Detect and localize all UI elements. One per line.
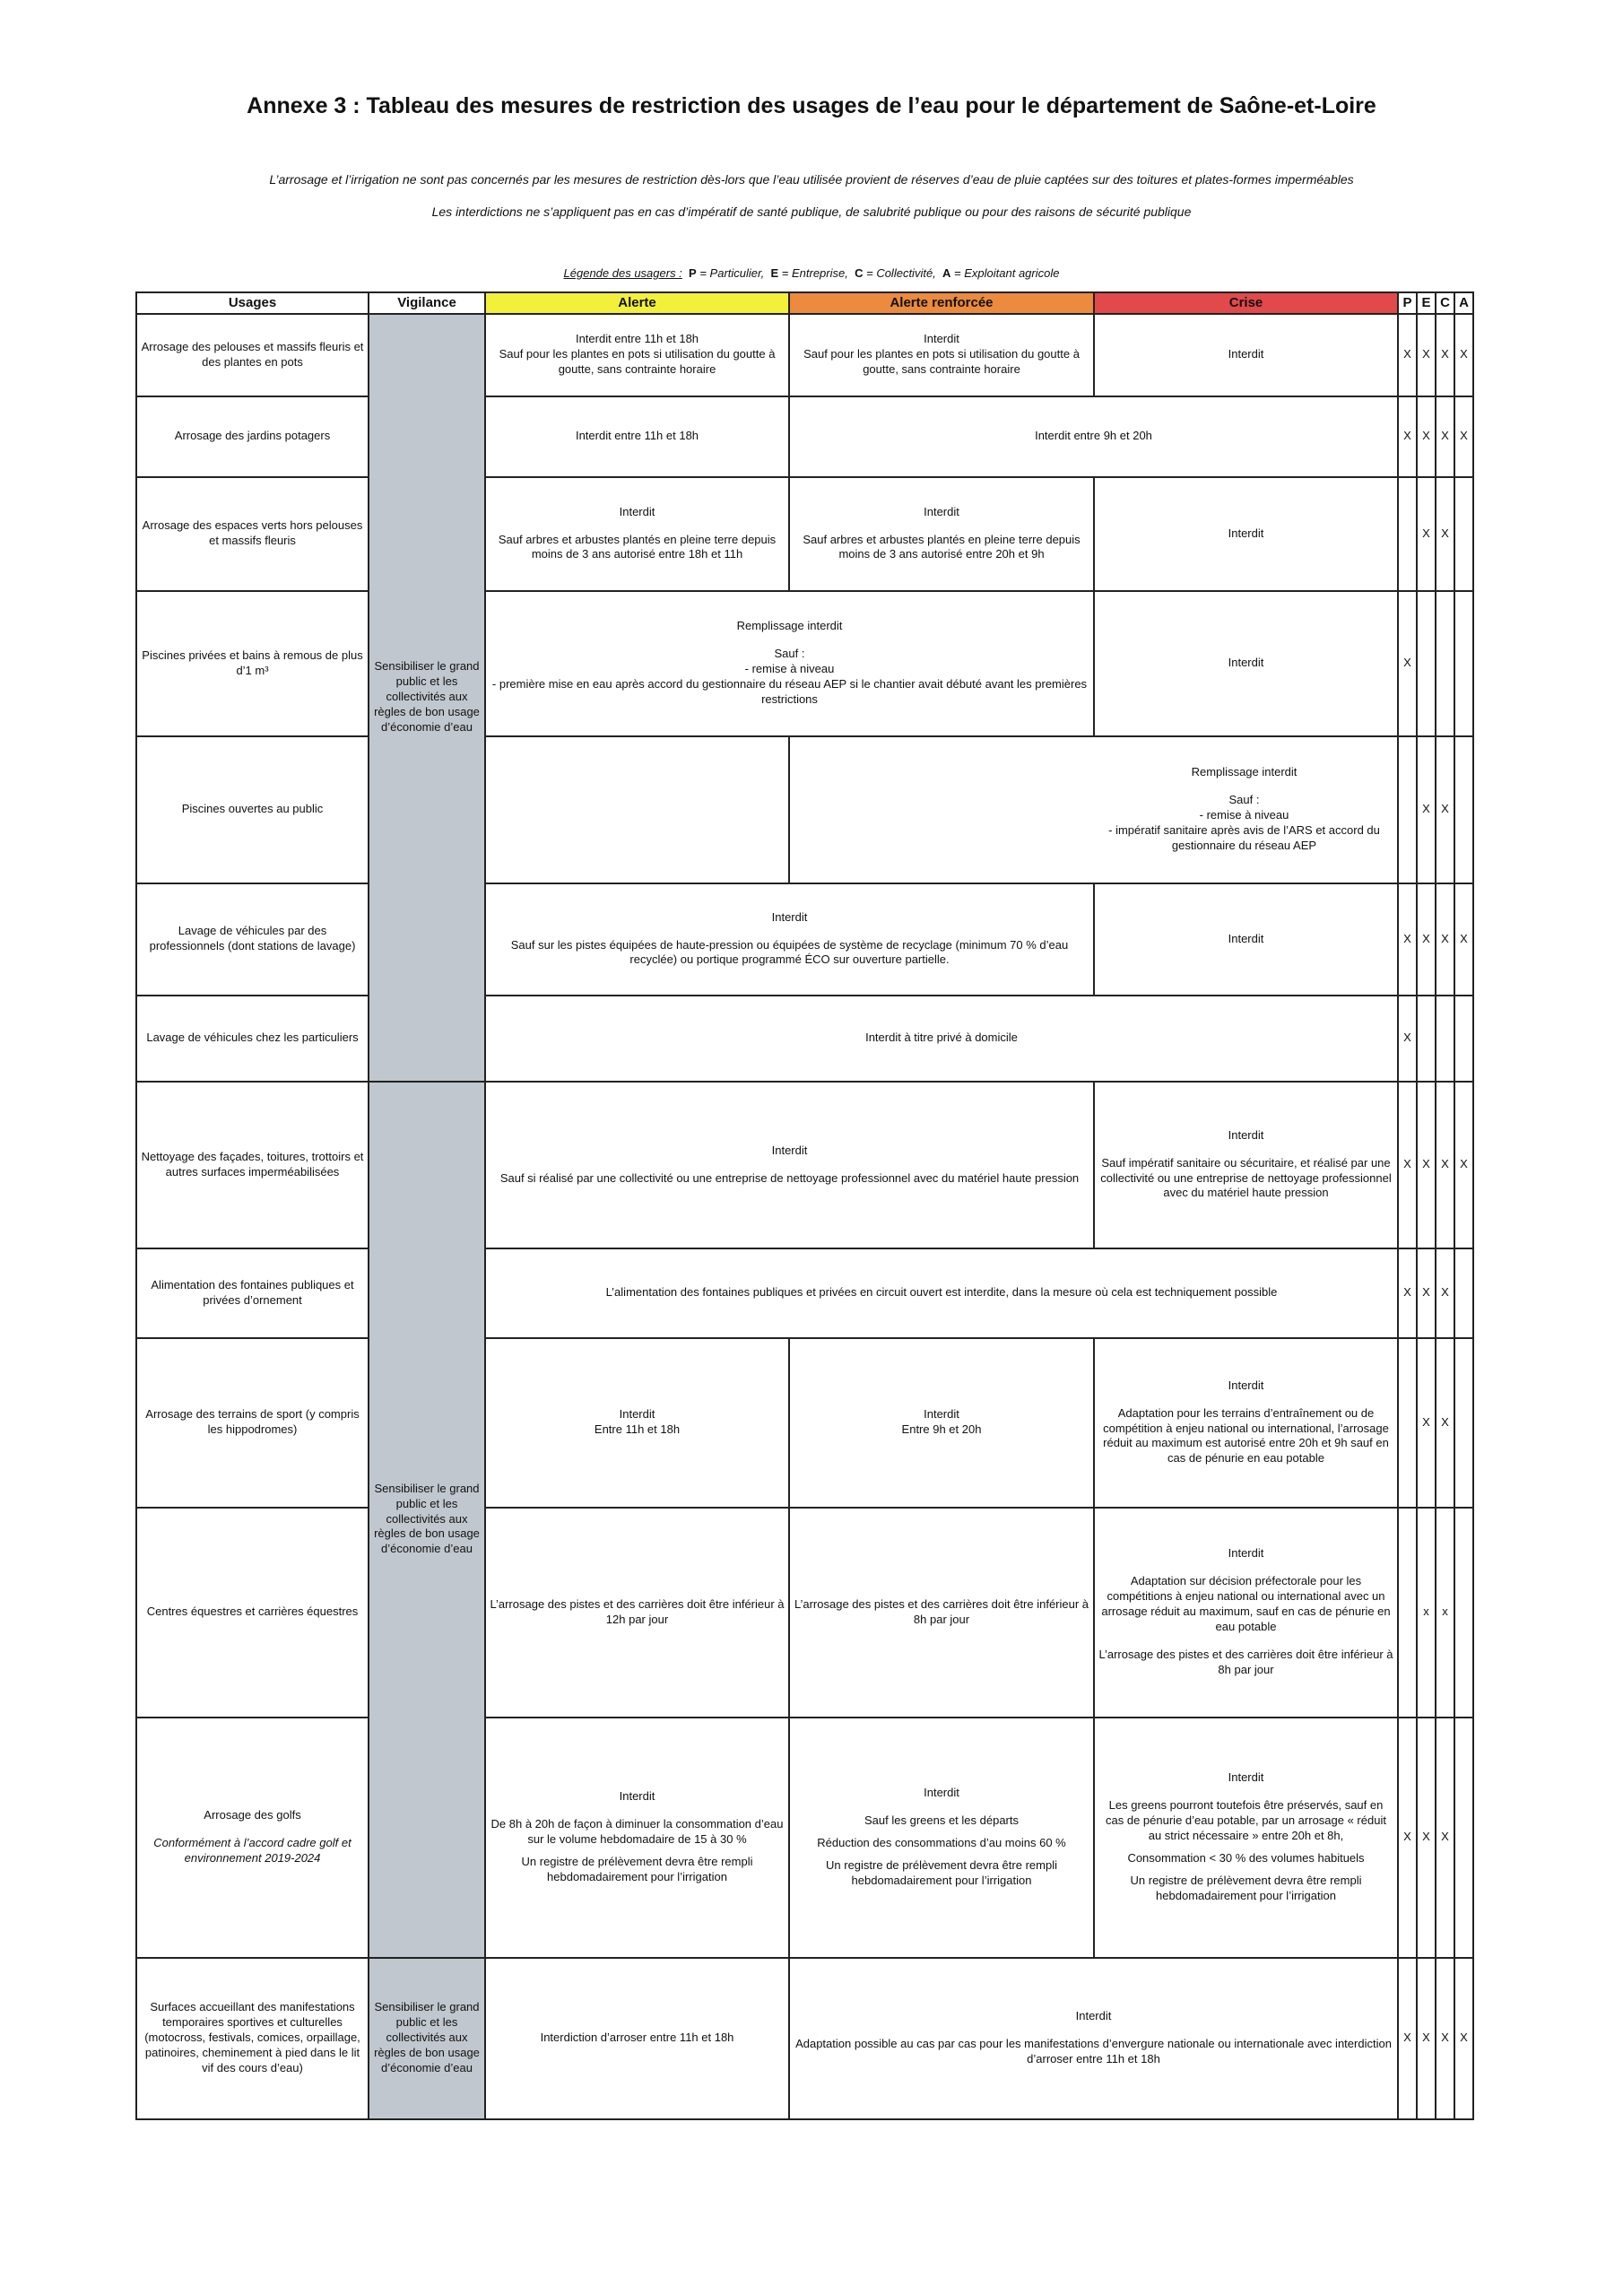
alerte-renforcee-text: Sauf : - remise à niveau - première mise en eau après accord du gestionnaire du réseau AEP si le chantier avait débuté avant les premières restrictions [491, 647, 1088, 706]
e-cell: x [1417, 1508, 1436, 1718]
p-cell: X [1398, 883, 1417, 996]
crise-cell: Interdit [1094, 314, 1398, 396]
usage-note: Conformément à l’accord cadre golf et environnement 2019-2024 [153, 1836, 352, 1865]
renforcee-crise-text: Adaptation possible au cas par cas pour les manifestations d’envergure nationale ou internationale avec interdiction d’arroser entre 11h et 18h [795, 2037, 1392, 2066]
a-cell [1454, 1248, 1473, 1338]
renforcee-crise-text: Sauf : - remise à niveau - impératif sanitaire après avis de l’ARS et accord du gestionnaire du réseau AEP [1108, 793, 1380, 852]
alerte-cell: Interdit entre 11h et 18h Sauf pour les plantes en pots si utilisation du goutte à goutte, sans contrainte horaire [485, 314, 789, 396]
vigilance-cell [369, 1958, 485, 2119]
usage-label: Arrosage des golfs [204, 1808, 301, 1822]
e-cell: X [1417, 1718, 1436, 1958]
restriction-table [135, 291, 1474, 2120]
usage-cell: Alimentation des fontaines publiques et privées d’ornement [136, 1248, 369, 1338]
usage-cell: Lavage de véhicules par des professionnels (dont stations de lavage) [136, 883, 369, 996]
a-cell [1454, 477, 1473, 591]
header-c: C [1436, 292, 1454, 314]
e-cell: X [1417, 1958, 1436, 2119]
a-cell [1454, 736, 1473, 883]
alerte-cell: Interdiction d’arroser entre 11h et 18h [485, 1958, 789, 2119]
e-cell: X [1417, 477, 1436, 591]
a-cell [1454, 996, 1473, 1082]
a-cell [1454, 1508, 1473, 1718]
table-row [136, 1508, 1473, 1718]
all-levels-cell: Interdit à titre privé à domicile [485, 996, 1398, 1082]
note-exemptions: Les interdictions ne s’appliquent pas en cas d’impératif de santé publique, de salubrité publique ou pour des raisons de sécurité publique [431, 204, 1192, 219]
renforcee-cell: Interdit Entre 9h et 20h [789, 1338, 1094, 1508]
table-row [136, 314, 1473, 396]
legend-c-key: C [855, 266, 864, 280]
p-cell: X [1398, 396, 1417, 477]
vigilance-text: Sensibiliser le grand public et les collectivités aux règles de bon usage d’économie d’eau [374, 659, 480, 734]
renforcee-cell [789, 1718, 1094, 1958]
c-cell: X [1436, 477, 1454, 591]
table-row [136, 1248, 1473, 1338]
renforcee-text-3: Un registre de prélèvement devra être rempli hebdomadairement pour l’irrigation [826, 1857, 1057, 1887]
alerte-cell: Interdit Entre 11h et 18h [485, 1338, 789, 1508]
a-cell: X [1454, 396, 1473, 477]
renforcee-crise-title: Remplissage interdit [1191, 765, 1298, 779]
crise-title: Interdit [1228, 1770, 1264, 1785]
c-cell: X [1436, 314, 1454, 396]
vigilance-text: Sensibiliser le grand public et les collectivités aux règles de bon usage d’économie d’eau [374, 1481, 480, 1556]
alerte-title: Interdit [619, 1789, 655, 1804]
alerte-text-1: De 8h à 20h de façon à diminuer la consommation d’eau sur le volume hebdomadaire de 15 à 30 % [490, 1817, 784, 1847]
a-cell: X [1454, 1958, 1473, 2119]
a-cell [1454, 591, 1473, 736]
c-cell: x [1436, 1508, 1454, 1718]
table-row [136, 591, 1473, 736]
a-cell: X [1454, 883, 1473, 996]
p-cell: X [1398, 1248, 1417, 1338]
p-cell: X [1398, 314, 1417, 396]
header-e: E [1417, 292, 1436, 314]
legend-a-text: = Exploitant agricole [954, 266, 1060, 280]
vigilance-text: Sensibiliser le grand public et les collectivités aux règles de bon usage d’économie d’eau [374, 2000, 480, 2074]
renforcee-text: Sauf arbres et arbustes plantés en pleine terre depuis moins de 3 ans autorisé entre 20h et 9h [803, 532, 1081, 561]
crise-title: Interdit [1228, 1378, 1264, 1392]
usage-cell: Nettoyage des façades, toitures, trottoirs et autres surfaces imperméabilisées [136, 1082, 369, 1248]
note-rainwater: L’arrosage et l’irrigation ne sont pas concernés par les mesures de restriction dès-lors que l’eau utilisée provient de réserves d’eau de pluie captées sur des toitures et plates-formes imperméables [269, 172, 1354, 187]
alerte-cell [485, 736, 789, 883]
crise-text-1: Les greens pourront toutefois être préservés, sauf en cas de pénurie d’eau potable, par un arrosage « réduit au strict nécessaire » entre 20h et 8h, [1106, 1798, 1386, 1843]
p-cell: X [1398, 1082, 1417, 1248]
e-cell [1417, 996, 1436, 1082]
table-row [136, 736, 1473, 883]
usage-cell: Lavage de véhicules chez les particuliers [136, 996, 369, 1082]
c-cell: X [1436, 1248, 1454, 1338]
alerte-cell [485, 1718, 789, 1958]
crise-text: Sauf impératif sanitaire ou sécuritaire, et réalisé par une collectivité ou une entreprise de nettoyage professionnel avec du matériel haute pression [1100, 1155, 1392, 1200]
e-cell [1417, 591, 1436, 736]
crise-text-2: Consommation < 30 % des volumes habituels [1127, 1850, 1365, 1865]
usage-cell [136, 1718, 369, 1958]
vigilance-cell [369, 1082, 485, 1958]
header-a: A [1454, 292, 1473, 314]
page-title: Annexe 3 : Tableau des mesures de restriction des usages de l’eau pour le département de Saône-et-Loire [247, 93, 1376, 118]
header-vigilance: Vigilance [369, 292, 485, 314]
c-cell [1436, 591, 1454, 736]
renforcee-title: Interdit [924, 504, 959, 518]
table-row [136, 1082, 1473, 1248]
crise-cell [1094, 1508, 1398, 1718]
alerte-cell: L’arrosage des pistes et des carrières doit être inférieur à 12h par jour [485, 1508, 789, 1718]
header-p: P [1398, 292, 1417, 314]
renforcee-text-1: Sauf les greens et les départs [864, 1813, 1019, 1828]
usage-cell: Piscines ouvertes au public [136, 736, 369, 883]
a-cell: X [1454, 1082, 1473, 1248]
crise-cell: Interdit [1094, 477, 1398, 591]
crise-text-2: L’arrosage des pistes et des carrières doit être inférieur à 8h par jour [1098, 1647, 1393, 1676]
usage-cell: Centres équestres et carrières équestres [136, 1508, 369, 1718]
e-cell: X [1417, 883, 1436, 996]
usage-cell: Arrosage des terrains de sport (y compris les hippodromes) [136, 1338, 369, 1508]
vigilance-cell [369, 314, 485, 1082]
crise-cell [1094, 1718, 1398, 1958]
legend-a-key: A [942, 266, 951, 280]
e-cell: X [1417, 1248, 1436, 1338]
renforcee-cell: Interdit Sauf pour les plantes en pots si utilisation du goutte à goutte, sans contrainte horaire [789, 314, 1094, 396]
e-cell: X [1417, 314, 1436, 396]
alerte-renforcee-title: Interdit [771, 1143, 808, 1157]
alerte-renforcee-cell [485, 883, 1094, 996]
alerte-renforcee-text: Sauf sur les pistes équipées de haute-pression ou équipées de système de recyclage (minimum 70 % d’eau recyclée) ou portique programmé ÉCO sur ouverture partielle. [510, 937, 1069, 967]
crise-cell [1094, 1082, 1398, 1248]
alerte-renforcee-title: Interdit [771, 909, 808, 924]
renforcee-text-2: Réduction des consommations d’au moins 60 % [817, 1836, 1066, 1850]
c-cell: X [1436, 1958, 1454, 2119]
usage-cell: Arrosage des espaces verts hors pelouses et massifs fleuris [136, 477, 369, 591]
a-cell [1454, 1718, 1473, 1958]
c-cell [1436, 996, 1454, 1082]
table-row [136, 1338, 1473, 1508]
c-cell: X [1436, 1082, 1454, 1248]
alerte-renforcee-text: Sauf si réalisé par une collectivité ou une entreprise de nettoyage professionnel avec du matériel haute pression [499, 1170, 1080, 1185]
renforcee-cell [789, 477, 1094, 591]
p-cell: X [1398, 1718, 1417, 1958]
table-row [136, 396, 1473, 477]
table-row [136, 1718, 1473, 1958]
table-row [136, 1958, 1473, 2119]
alerte-renforcee-cell [485, 1082, 1094, 1248]
legend-p-text: = Particulier, [699, 266, 765, 280]
renforcee-crise-cell [789, 736, 1398, 883]
renforcee-title: Interdit [924, 1786, 959, 1800]
c-cell: X [1436, 736, 1454, 883]
header-crise: Crise [1094, 292, 1398, 314]
renforcee-crise-cell: Interdit entre 9h et 20h [789, 396, 1398, 477]
p-cell [1398, 1508, 1417, 1718]
alerte-text-2: Un registre de prélèvement devra être rempli hebdomadairement pour l’irrigation [521, 1854, 753, 1883]
alerte-text: Sauf arbres et arbustes plantés en pleine terre depuis moins de 3 ans autorisé entre 18h et 11h [498, 532, 777, 561]
crise-text: Adaptation pour les terrains d’entraînement ou de compétition à enjeu national ou international, l’arrosage réduit au maximum est autorisé entre 20h et 9h sauf en cas de pénurie en eau potable [1103, 1405, 1389, 1465]
a-cell [1454, 1338, 1473, 1508]
header-usages: Usages [136, 292, 369, 314]
alerte-renforcee-cell [485, 591, 1094, 736]
renforcee-crise-title: Interdit [1075, 2009, 1112, 2023]
table-row [136, 477, 1473, 591]
usage-cell: Arrosage des pelouses et massifs fleuris et des plantes en pots [136, 314, 369, 396]
usage-cell: Surfaces accueillant des manifestations temporaires sportives et culturelles (motocross, festivals, comices, orpaillage, patinoires, cheminement à pied dans le lit vif des cours d’eau) [136, 1958, 369, 2119]
e-cell: X [1417, 1082, 1436, 1248]
table-row [136, 883, 1473, 996]
crise-cell: Interdit [1094, 883, 1398, 996]
legend-e-text: = Entreprise, [781, 266, 848, 280]
table-row [136, 996, 1473, 1082]
alerte-cell: Interdit entre 11h et 18h [485, 396, 789, 477]
e-cell: X [1417, 1338, 1436, 1508]
p-cell [1398, 736, 1417, 883]
crise-title: Interdit [1228, 1127, 1264, 1142]
usage-cell: Piscines privées et bains à remous de plus d’1 m³ [136, 591, 369, 736]
crise-cell: Interdit [1094, 591, 1398, 736]
p-cell: X [1398, 996, 1417, 1082]
crise-title: Interdit [1228, 1546, 1264, 1561]
renforcee-crise-cell [789, 1958, 1398, 2119]
c-cell: X [1436, 396, 1454, 477]
header-alerte-renforcee: Alerte renforcée [789, 292, 1094, 314]
alerte-title: Interdit [619, 504, 655, 518]
p-cell: X [1398, 1958, 1417, 2119]
crise-cell [1094, 1338, 1398, 1508]
crise-text-3: Un registre de prélèvement devra être rempli hebdomadairement pour l’irrigation [1130, 1873, 1362, 1902]
c-cell: X [1436, 883, 1454, 996]
header-alerte: Alerte [485, 292, 789, 314]
renforcee-cell: L’arrosage des pistes et des carrières doit être inférieur à 8h par jour [789, 1508, 1094, 1718]
e-cell: X [1417, 736, 1436, 883]
e-cell: X [1417, 396, 1436, 477]
alerte-renforcee-title: Remplissage interdit [736, 619, 843, 633]
c-cell: X [1436, 1338, 1454, 1508]
usage-cell: Arrosage des jardins potagers [136, 396, 369, 477]
legend-label: Légende des usagers : [563, 266, 682, 280]
p-cell [1398, 1338, 1417, 1508]
legend-c-text: = Collectivité, [866, 266, 936, 280]
all-levels-cell: L’alimentation des fontaines publiques et privées en circuit ouvert est interdite, dans la mesure où cela est techniquement possible [485, 1248, 1398, 1338]
a-cell: X [1454, 314, 1473, 396]
legend [0, 266, 1623, 280]
alerte-cell [485, 477, 789, 591]
p-cell [1398, 477, 1417, 591]
legend-p-key: P [689, 266, 697, 280]
crise-text-1: Adaptation sur décision préfectorale pour les compétitions à enjeu national ou international avec un arrosage réduit au maximum, sauf en cas de pénurie en eau potable [1101, 1574, 1391, 1633]
c-cell: X [1436, 1718, 1454, 1958]
legend-e-key: E [770, 266, 779, 280]
p-cell: X [1398, 591, 1417, 736]
header-row [136, 292, 1473, 314]
